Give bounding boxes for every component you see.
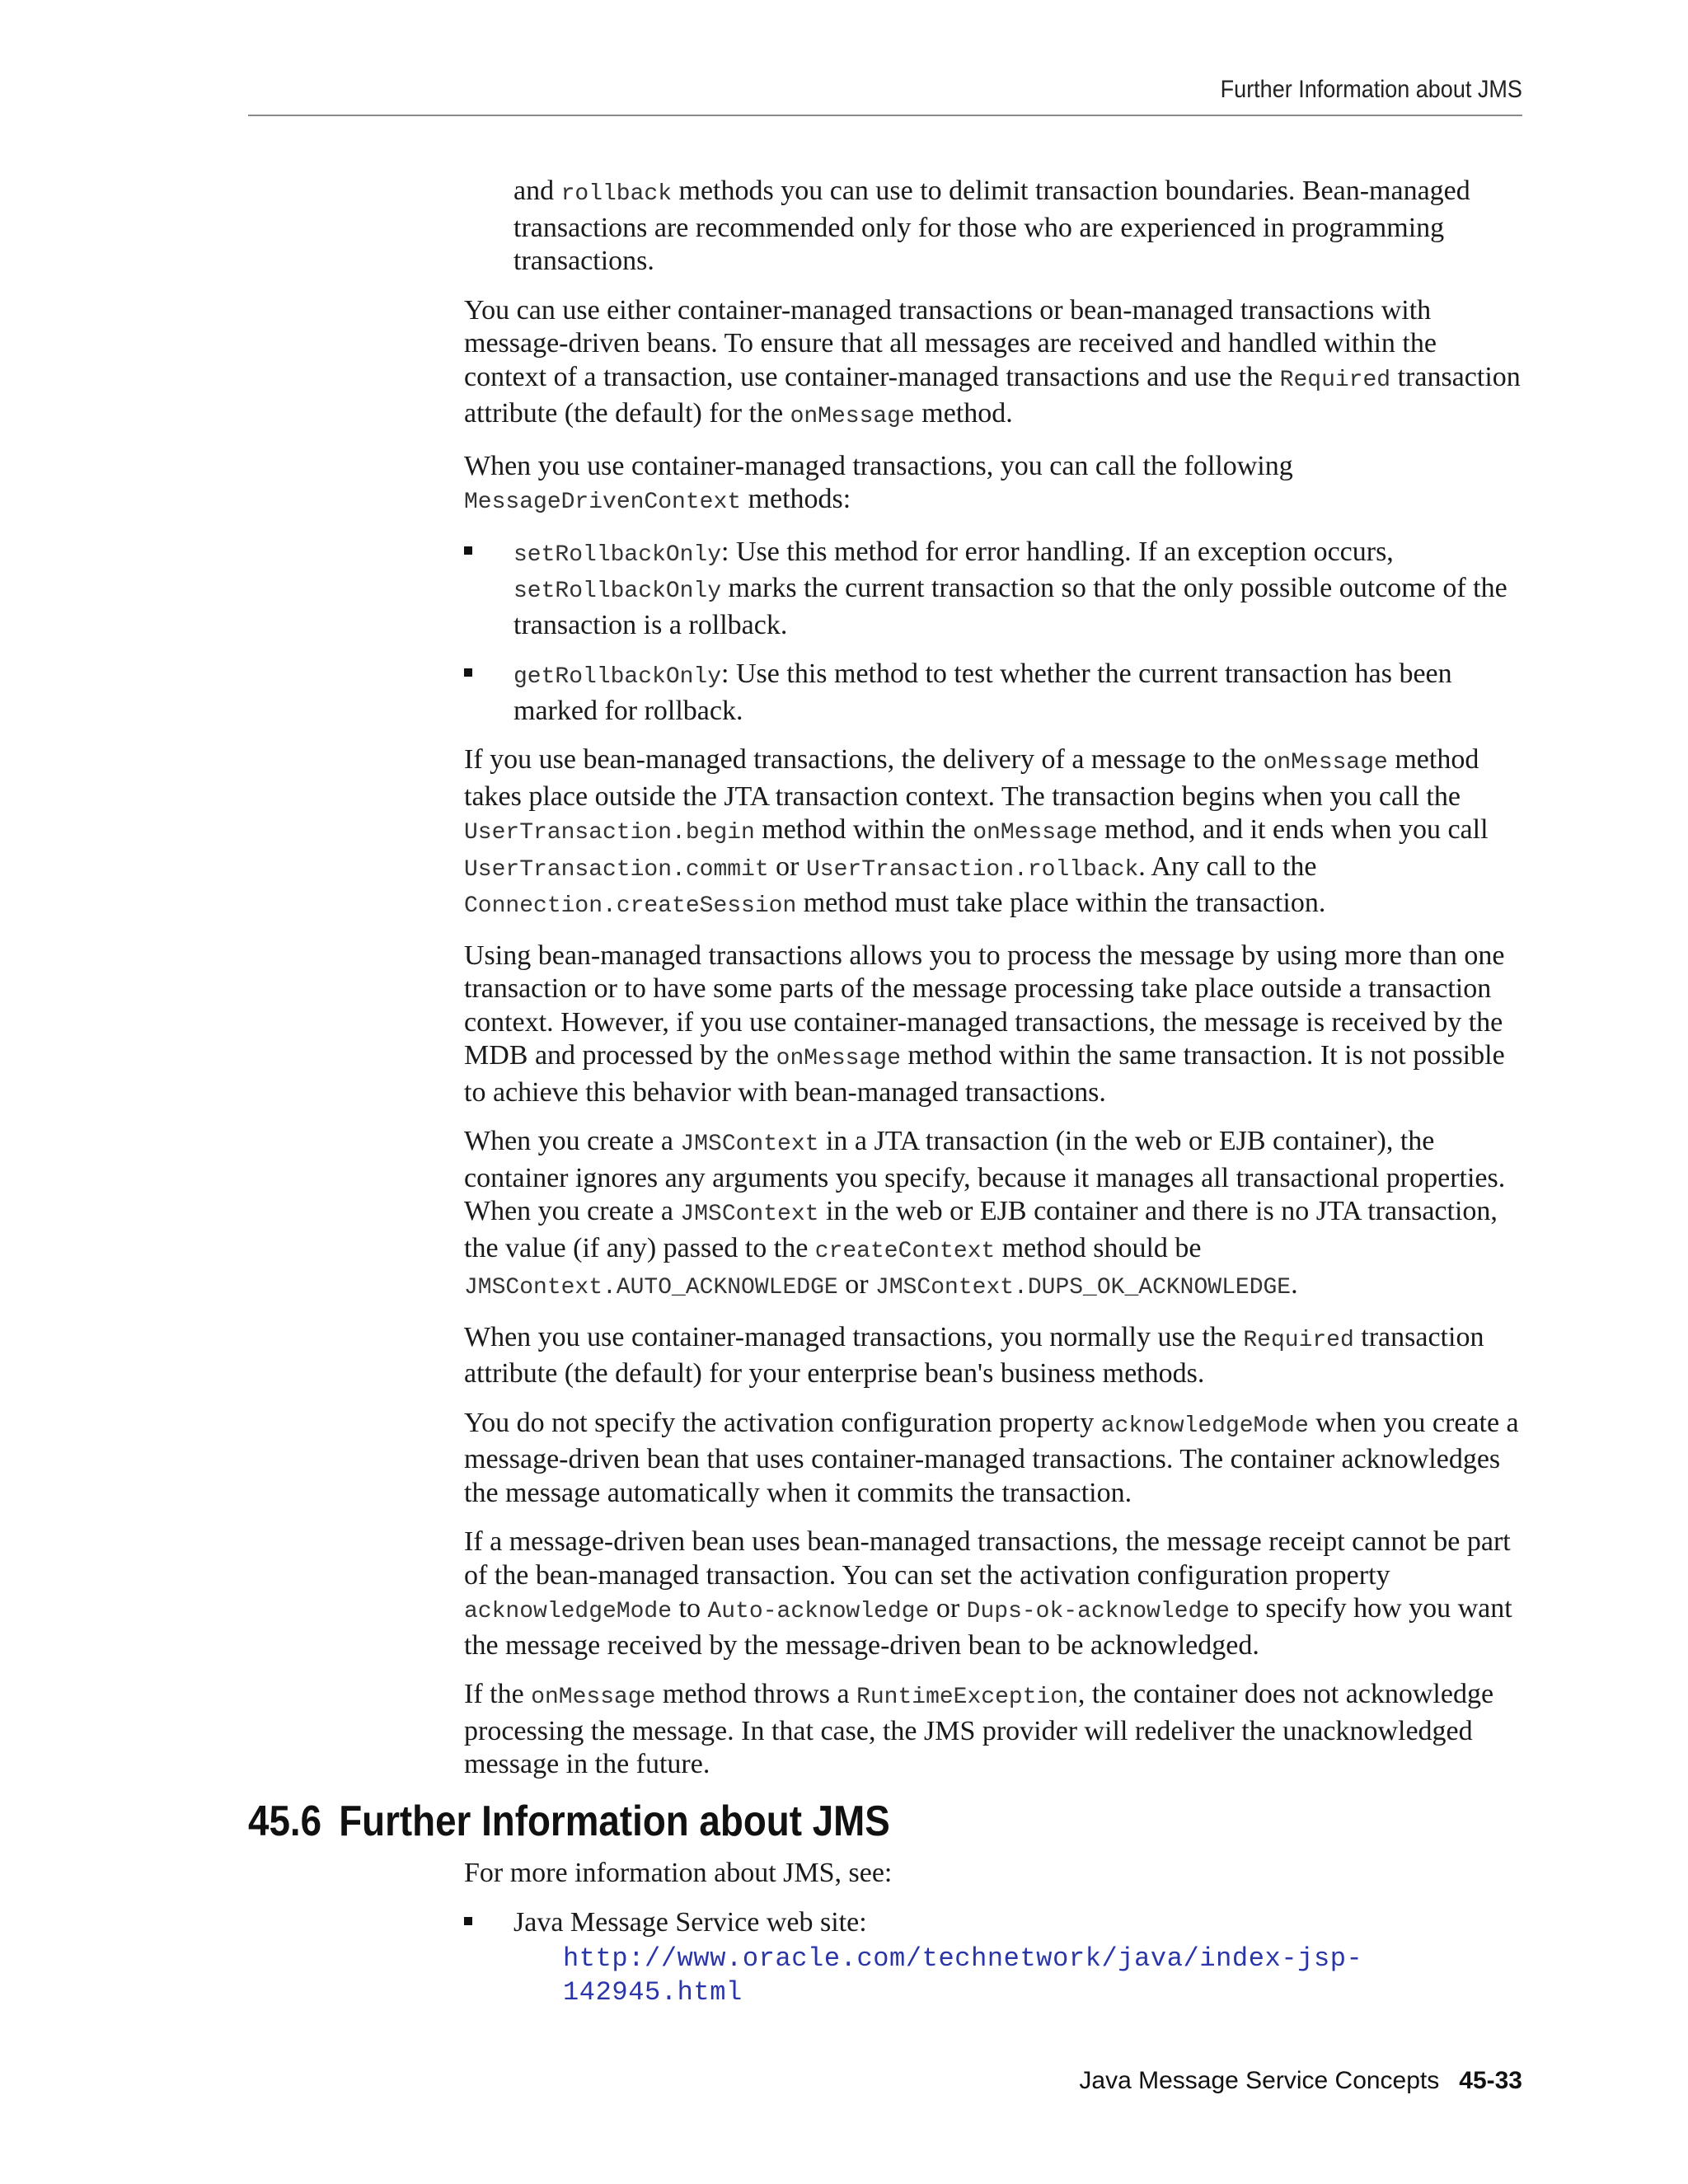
code: onMessage [531,1685,656,1710]
paragraph [464,1321,1526,1391]
jms-website-link[interactable]: http://www.oracle.com/technetwork/java/index-jsp-142945.html [563,1943,1363,2008]
resources-list [464,1906,1526,2010]
text: method should be [995,1232,1202,1263]
text: method takes place outside the JTA transaction context. The transaction begins when you call the [464,744,1479,812]
code: Required [1243,1327,1354,1353]
code: JMSContext.DUPS_OK_ACKNOWLEDGE [875,1275,1292,1301]
text: to [672,1593,708,1624]
body-text [464,175,1526,1797]
paragraph [464,294,1526,434]
text: When you use container-managed transactions, you normally use the [464,1321,1244,1352]
section-number: 45.6 [248,1797,322,1845]
text: method must take place within the transaction. [796,888,1326,918]
text: method within the same transaction. It is not possible to achieve this behavior with bean-managed transactions. [464,1040,1505,1108]
paragraph [464,1526,1526,1662]
code: JMSContext [680,1202,819,1227]
paragraph [464,1407,1526,1511]
text: or [929,1593,967,1624]
paragraph [464,450,1526,520]
footer-book-title: Java Message Service Concepts [1079,2067,1440,2094]
text: methods you can use to delimit transaction boundaries. Bean-managed transactions are recommended only for those who are experienced in programming transactions. [513,176,1470,276]
text: or [768,851,806,882]
text: in a JTA transaction (in the web or EJB container), the container ignores any arguments you specify, because it manages all transactional properties. When you create a [464,1126,1506,1226]
text: marks the current transaction so that the only possible outcome of the transaction is a rollback. [513,573,1507,640]
text: , the container does not acknowledge processing the message. In that case, the JMS provider will redeliver the unacknowledged message in the future. [464,1679,1494,1779]
list-item [464,536,1526,643]
code-getrollbackonly: getRollbackOnly [513,664,722,690]
text: : Use this method to test whether the current transaction has been marked for rollback. [513,658,1452,726]
code: Auto-acknowledge [707,1599,930,1624]
text: If you use bean-managed transactions, the delivery of a message to the [464,744,1264,775]
code-setrollbackonly: setRollbackOnly [513,541,722,568]
code-rollback: rollback [560,181,673,207]
code-messagedrivencontext: MessageDrivenContext [464,490,742,515]
section-body [464,1857,1526,2025]
resource-label: Java Message Service web site: [513,1906,867,1938]
code: createContext [814,1238,996,1264]
text: when you create a message-driven bean that uses container-managed transactions. The container acknowledges the message automatically when it commits the transaction. [464,1407,1519,1508]
text: . Any call to the [1138,851,1317,882]
text: method within the [754,814,973,845]
running-header: Further Information about JMS [1220,76,1522,103]
text: or [837,1269,876,1300]
list-item [464,658,1526,728]
code: UserTransaction.commit [464,856,769,883]
code: RuntimeException [856,1685,1078,1710]
text: Using bean-managed transactions allows you to process the message by using more than one transaction or to have some parts of the message processing take place outside a transaction context. However, if you use container-managed transactions, the message is received by the MDB and processed by the [464,940,1505,1071]
text: transaction attribute (the default) for your enterprise bean's business methods. [464,1321,1484,1389]
code-setrollbackonly: setRollbackOnly [513,579,722,604]
page-number: 45-33 [1459,2067,1522,2094]
text: If the [464,1679,532,1709]
code: JMSContext [680,1132,819,1157]
bullet-icon [464,1917,472,1925]
code: onMessage [1263,750,1388,776]
text: When you create a [464,1126,681,1156]
code: acknowledgeMode [464,1599,673,1624]
text: method, and it ends when you call [1097,814,1489,845]
code: JMSContext.AUTO_ACKNOWLEDGE [464,1275,838,1301]
text: transaction attribute (the default) for the [464,361,1521,429]
text: When you use container-managed transactions, you can call the following [464,450,1293,481]
paragraph [464,940,1526,1110]
section-heading [248,1797,890,1846]
text: and [513,176,561,206]
code: Dups-ok-acknowledge [966,1599,1230,1624]
text: method. [914,398,1013,429]
methods-list [464,536,1526,729]
bullet-icon [464,546,472,555]
text: You do not specify the activation configuration property [464,1407,1101,1438]
paragraph [464,743,1526,924]
paragraph [464,1678,1526,1782]
list-item [464,1906,1526,2010]
section-title: Further Information about JMS [339,1797,890,1845]
code: onMessage [973,820,1098,846]
section-intro: For more information about JMS, see: [464,1858,893,1888]
code-onmessage: onMessage [790,404,915,429]
paragraph-continuation [513,175,1526,279]
page-footer [1079,2067,1522,2095]
code: Connection.createSession [464,893,797,919]
code: onMessage [776,1046,901,1071]
code-required: Required [1279,367,1391,393]
code: acknowledgeMode [1100,1413,1309,1439]
text: methods: [741,484,851,514]
code: UserTransaction.rollback [806,856,1139,883]
bullet-icon [464,668,472,677]
text: to specify how you want the message received by the message-driven bean to be acknowledged. [464,1593,1512,1661]
text: method throws a [655,1679,857,1709]
text: in the web or EJB container and there is no JTA transaction, the value (if any) passed to the [464,1196,1498,1263]
text: If a message-driven bean uses bean-managed transactions, the message receipt cannot be part of the bean-managed transaction. You can set the activation configuration property [464,1526,1511,1591]
header-rule [248,115,1522,116]
paragraph [464,1125,1526,1305]
code: UserTransaction.begin [464,820,755,846]
text: You can use either container-managed transactions or bean-managed transactions with message-driven beans. To ensure that all messages are received and handled within the context of a transaction, use container-managed transactions and use the [464,294,1437,392]
text: . [1291,1269,1298,1300]
text: : Use this method for error handling. If an exception occurs, [721,536,1394,567]
